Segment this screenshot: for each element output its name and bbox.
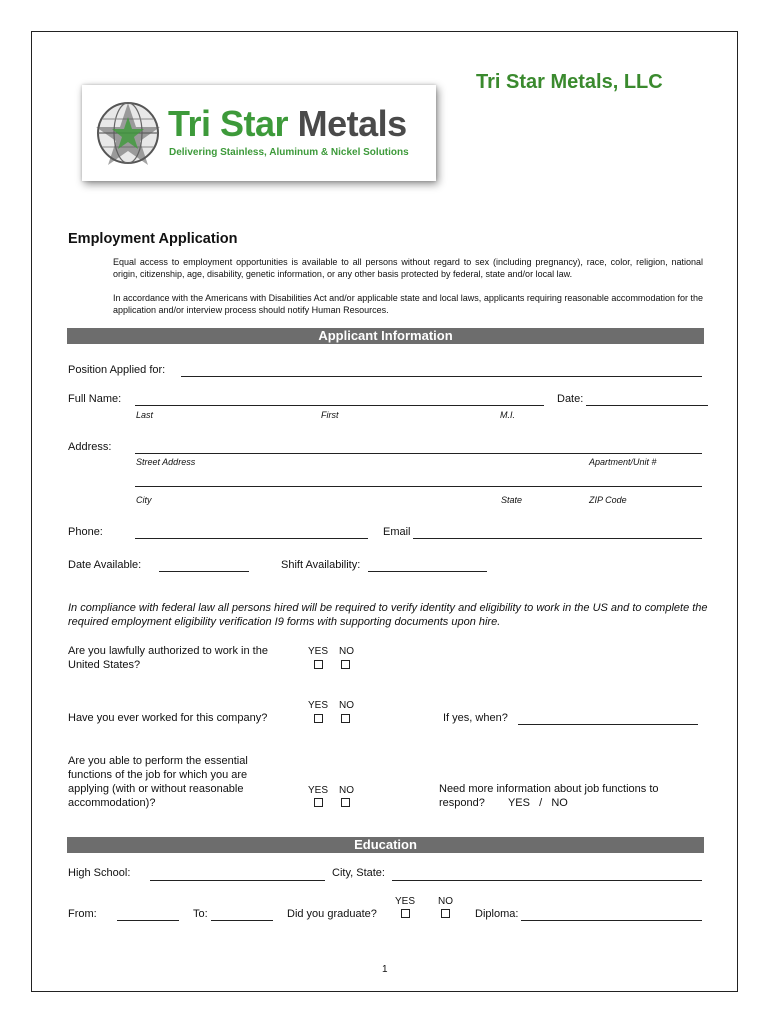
q3-yes-label: YES — [308, 785, 329, 796]
ada-statement: In accordance with the Americans with Disabilities Act and/or applicable state and local laws, applicants requiring reasonable accommodation for the application and/or interview process should notify Human Resources. — [113, 293, 703, 315]
company-logo — [82, 85, 436, 181]
q3-no-checkbox[interactable] — [341, 798, 350, 807]
graduate-yes-label: YES — [395, 896, 416, 907]
from-label: From: — [68, 908, 97, 920]
from-field[interactable] — [117, 920, 179, 921]
graduate-no-label: NO — [438, 896, 453, 907]
q3-no-label: NO — [339, 785, 354, 796]
high-school-label: High School: — [68, 867, 131, 879]
middle-initial-caption: M.I. — [500, 410, 515, 420]
work-authorization-question: Are you lawfully authorized to work in the United States? — [68, 645, 268, 671]
shift-availability-field[interactable] — [368, 571, 487, 572]
city-caption: City — [136, 495, 152, 505]
more-info-question: Need more information about job functions to respond? YES / NO — [439, 783, 659, 809]
q2-yes-label: YES — [308, 700, 329, 711]
compliance-note: In compliance with federal law all persons hired will be required to verify identity and eligibility to work in the US and to complete the required employment eligibility verification I9 forms with supporting documents upon hire. — [68, 602, 708, 628]
graduate-yes-checkbox[interactable] — [401, 909, 410, 918]
page-title: Employment Application — [68, 231, 238, 247]
if-yes-when-field[interactable] — [518, 724, 698, 725]
phone-field[interactable] — [135, 538, 368, 539]
previous-employment-question: Have you ever worked for this company? — [68, 712, 268, 724]
section-header-applicant: Applicant Information — [67, 328, 704, 344]
section-header-education: Education — [67, 837, 704, 853]
apartment-caption: Apartment/Unit # — [589, 457, 657, 467]
position-field[interactable] — [181, 376, 702, 377]
essential-functions-question: Are you able to perform the essential functions of the job for which you are applying (with or without reasonable accommodation)? — [68, 755, 248, 809]
globe-icon — [94, 97, 162, 167]
street-address-caption: Street Address — [136, 457, 196, 467]
date-field[interactable] — [586, 405, 708, 406]
date-label: Date: — [557, 393, 584, 405]
city-state-label: City, State: — [332, 867, 385, 879]
full-name-label: Full Name: — [68, 393, 122, 405]
q2-no-label: NO — [339, 700, 354, 711]
diploma-label: Diploma: — [475, 908, 519, 920]
graduate-question: Did you graduate? — [287, 908, 377, 920]
q2-no-checkbox[interactable] — [341, 714, 350, 723]
shift-availability-label: Shift Availability: — [281, 559, 361, 571]
q1-yes-checkbox[interactable] — [314, 660, 323, 669]
page-number: 1 — [382, 964, 388, 975]
first-name-caption: First — [321, 410, 339, 420]
zip-caption: ZIP Code — [589, 495, 627, 505]
high-school-city-state-field[interactable] — [392, 880, 702, 881]
high-school-field[interactable] — [150, 880, 325, 881]
email-label: Email — [383, 526, 411, 538]
logo-wordmark: Tri Star Metals — [168, 103, 407, 144]
q1-yes-label: YES — [308, 646, 329, 657]
graduate-no-checkbox[interactable] — [441, 909, 450, 918]
phone-label: Phone: — [68, 526, 103, 538]
address-label: Address: — [68, 441, 112, 453]
full-name-field[interactable] — [135, 405, 544, 406]
email-field[interactable] — [413, 538, 702, 539]
q1-no-label: NO — [339, 646, 354, 657]
q1-no-checkbox[interactable] — [341, 660, 350, 669]
more-info-yes-no[interactable]: YES / NO — [507, 797, 568, 809]
if-yes-when-label: If yes, when? — [443, 712, 508, 724]
logo-tagline: Delivering Stainless, Aluminum & Nickel Solutions — [169, 147, 409, 158]
q2-yes-checkbox[interactable] — [314, 714, 323, 723]
to-field[interactable] — [211, 920, 273, 921]
to-label: To: — [193, 908, 208, 920]
date-available-field[interactable] — [159, 571, 249, 572]
q3-yes-checkbox[interactable] — [314, 798, 323, 807]
date-available-label: Date Available: — [68, 559, 142, 571]
company-title: Tri Star Metals, LLC — [476, 71, 663, 93]
city-state-zip-field[interactable] — [135, 486, 702, 487]
state-caption: State — [501, 495, 523, 505]
eeo-statement: Equal access to employment opportunities is available to all persons without regard to sex (including pregnancy), race, color, religion, national origin, citizenship, age, disability, genetic information, or any other basis protected by federal, state and/or local law. — [113, 257, 703, 279]
diploma-field[interactable] — [521, 920, 702, 921]
street-address-field[interactable] — [135, 453, 702, 454]
position-label: Position Applied for: — [68, 364, 166, 376]
last-name-caption: Last — [136, 410, 154, 420]
